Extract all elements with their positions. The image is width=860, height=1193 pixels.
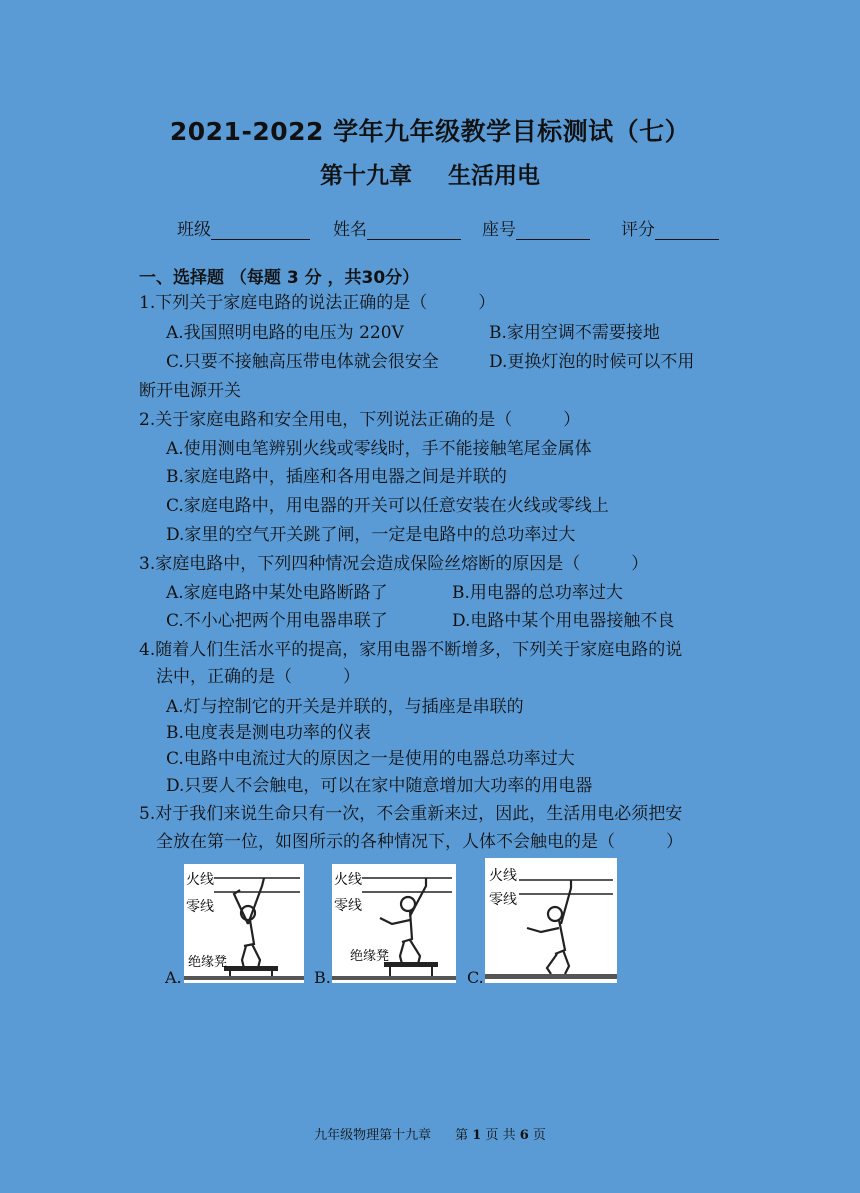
class-label: 班级 (177, 220, 211, 240)
question-1-continuation: 断开电源开关 (139, 381, 241, 401)
question-1-option-a: A.我国照明电路的电压为 220V (166, 323, 404, 343)
figure-a-live-label: 火线 (186, 872, 214, 888)
question-2-option-c: C.家庭电路中，用电器的开关可以任意安装在火线或零线上 (166, 496, 609, 516)
name-label: 姓名 (333, 220, 367, 240)
question-1-option-c: C.只要不接触高压带电体就会很安全 (166, 352, 439, 372)
section-title: 一、选择题 （每题 3 分 ，共30分） (139, 268, 420, 288)
figure-a-ground (184, 976, 304, 980)
question-2-stem: 2.关于家庭电路和安全用电，下列说法正确的是（ ） (139, 410, 581, 430)
question-1-option-d: D.更换灯泡的时候可以不用 (489, 352, 695, 372)
footer-page-mid: 页 共 (485, 1128, 516, 1143)
figure-b-stool-icon (384, 962, 438, 967)
figure-a-neutral-label: 零线 (186, 899, 214, 915)
question-3-option-c: C.不小心把两个用电器串联了 (166, 611, 388, 631)
figure-a[interactable] (184, 864, 304, 983)
score-label: 评分 (621, 220, 655, 240)
question-1-option-b: B.家用空调不需要接地 (489, 323, 660, 343)
figure-a-stool-icon (224, 966, 278, 971)
question-3-stem: 3.家庭电路中，下列四种情况会造成保险丝熔断的原因是（ ） (139, 554, 649, 574)
question-3-option-d: D.电路中某个用电器接触不良 (452, 611, 675, 631)
question-2-option-d: D.家里的空气开关跳了闸，一定是电路中的总功率过大 (166, 525, 576, 545)
figure-c-live-label: 火线 (489, 868, 517, 884)
footer-page-prefix: 第 (455, 1128, 469, 1143)
figure-c-ground (485, 974, 617, 979)
figure-c-neutral-label: 零线 (489, 892, 517, 908)
seat-blank[interactable] (516, 220, 590, 240)
score-field (621, 215, 719, 240)
question-5-stem: 5.对于我们来说生命只有一次，不会重新来过，因此，生活用电必须把安 (139, 804, 683, 824)
chapter-topic: 生活用电 (448, 163, 540, 189)
question-4-option-b: B.电度表是测电功率的仪表 (166, 723, 371, 743)
score-blank[interactable] (655, 220, 719, 240)
page-title: 2021-2022 学年九年级教学目标测试（七） (169, 117, 691, 146)
chapter-heading (0, 157, 860, 190)
figure-b-option-label: B. (314, 968, 331, 987)
figure-b[interactable] (332, 864, 456, 983)
question-5-stem-continued: 全放在第一位，如图所示的各种情况下，人体不会触电的是（ ） (156, 832, 683, 852)
figure-b-stool-label: 绝缘凳 (350, 949, 390, 964)
page-footer (0, 1124, 860, 1143)
question-2-option-a: A.使用测电笔辨别火线或零线时，手不能接触笔尾金属体 (166, 439, 592, 459)
class-field (177, 215, 310, 240)
class-blank[interactable] (211, 220, 310, 240)
footer-course: 九年级物理第十九章 (314, 1128, 432, 1143)
footer-total-pages: 6 (519, 1128, 529, 1143)
name-blank[interactable] (367, 220, 461, 240)
question-1-stem: 1.下列关于家庭电路的说法正确的是（ ） (139, 293, 496, 313)
question-3-option-a: A.家庭电路中某处电路断路了 (166, 583, 388, 603)
question-4-stem: 4.随着人们生活水平的提高，家用电器不断增多，下列关于家庭电路的说 (139, 640, 683, 660)
figure-b-ground (332, 976, 456, 980)
question-4-stem-continued: 法中，正确的是（ ） (156, 667, 360, 687)
question-4-option-c: C.电路中电流过大的原因之一是使用的电器总功率过大 (166, 749, 575, 769)
question-3-option-b: B.用电器的总功率过大 (452, 583, 623, 603)
figure-a-stool-label: 绝缘凳 (188, 955, 228, 970)
figure-b-neutral-label: 零线 (334, 898, 362, 914)
figure-c-option-label: C. (467, 968, 484, 987)
chapter-number: 第十九章 (320, 163, 412, 189)
question-4-option-a: A.灯与控制它的开关是并联的，与插座是串联的 (166, 697, 524, 717)
footer-page-number: 1 (472, 1128, 482, 1143)
student-info-row (0, 215, 860, 239)
question-2-option-b: B.家庭电路中，插座和各用电器之间是并联的 (166, 467, 507, 487)
figure-b-live-label: 火线 (334, 872, 362, 888)
seat-label: 座号 (482, 220, 516, 240)
seat-field (482, 215, 590, 240)
figure-a-option-label: A. (165, 968, 182, 987)
figure-c[interactable] (485, 858, 617, 983)
question-4-option-d: D.只要人不会触电，可以在家中随意增加大功率的用电器 (166, 776, 593, 796)
footer-page-suffix: 页 (532, 1128, 546, 1143)
name-field (333, 215, 461, 240)
